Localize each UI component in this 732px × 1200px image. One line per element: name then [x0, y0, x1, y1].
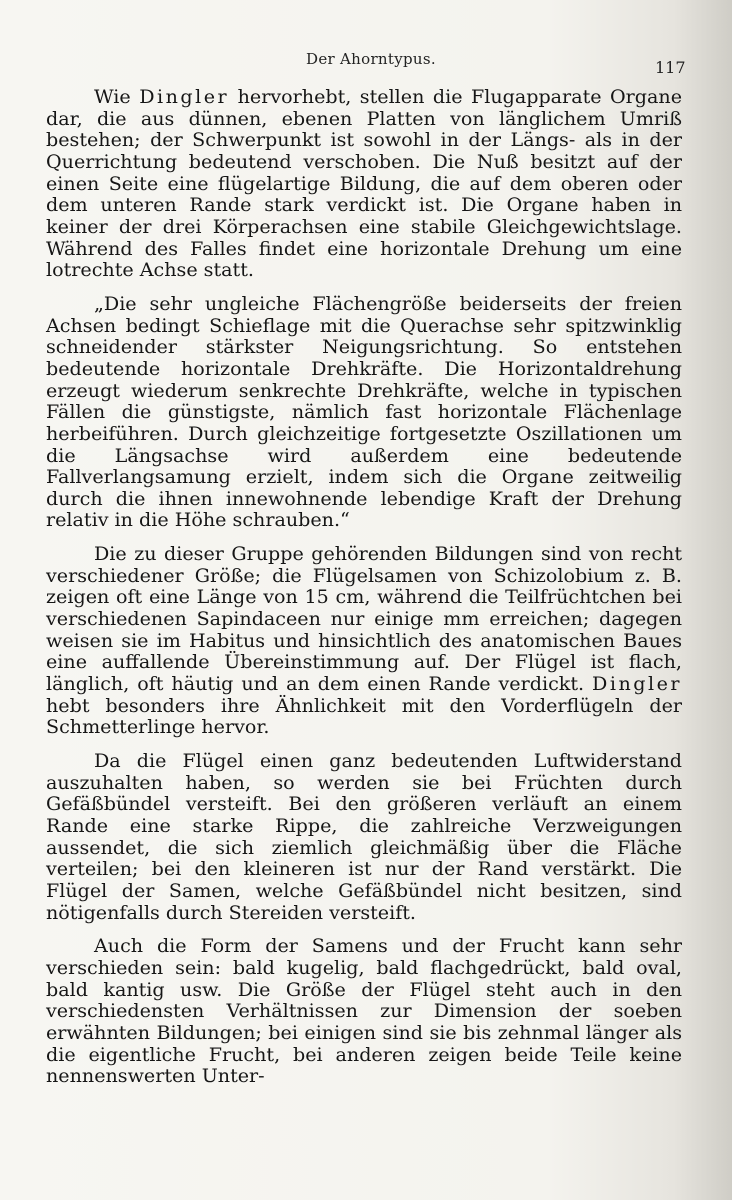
author-name-dingler: Dingler	[592, 672, 682, 696]
running-header-title: Der Ahorntypus.	[306, 50, 436, 68]
paragraph-2-quote: „Die sehr ungleiche Flächengröße beiderseits der freien Achsen bedingt Schieflage mit die Querachse sehr spitzwinklig schneidender stärkster Neigungsrichtung. So entstehen bedeutende horizontale Drehkräfte. Die Horizontaldrehung erzeugt wiederum senkrechte Drehkräfte, welche in typischen Fällen die günstigste, nämlich fast horizontale Flächenlage herbeiführen. Durch gleichzeitige fortgesetzte Oszillationen um die Längsachse wird außerdem eine bedeutende Fallverlangsamung erzielt, indem sich die Organe zeitweilig durch die ihnen innewohnende lebendige Kraft der Drehung relativ in die Höhe schrauben.“	[46, 291, 682, 532]
body-text	[46, 86, 682, 1099]
paragraph-5: Auch die Form der Samens und der Frucht kann sehr verschieden sein: bald kugelig, bald flachgedrückt, bald oval, bald kantig usw. Die Größe der Flügel steht auch in den verschiedensten Verhältnissen zur Dimension der soeben erwähnten Bildungen; bei einigen sind sie bis zehnmal länger als die eigentliche Frucht, bei anderen zeigen beide Teile keine nennenswerten Unter-	[46, 934, 682, 1088]
paragraph-3-lead: Die zu dieser Gruppe gehörenden Bildungen sind von recht verschiedener Größe; die Flügelsamen von Schizolobium z. B. zeigen oft eine Länge von 15 cm, während die Teilfrüchtchen bei verschiedenen Sapindaceen nur einige mm erreichen; dagegen weisen sie im Habitus und hinsichtlich des anatomischen Baues eine auffallende Übereinstimmung auf. Der Flügel ist flach, länglich, oft häutig und an dem einen Rande verdickt.	[46, 542, 682, 696]
paragraph-1-rest: hervorhebt, stellen die Flugapparate Organe dar, die aus dünnen, ebenen Platten von länglichem Umriß bestehen; der Schwerpunkt ist sowohl in der Längs- als in der Querrichtung bedeutend verschoben. Die Nuß besitzt auf der einen Seite eine flügelartige Bildung, die auf dem oberen oder dem unteren Rande stark verdickt ist. Die Organe haben in keiner der drei Körperachsen eine stabile Gleichgewichtslage. Während des Falles findet eine horizontale Drehung um eine lotrechte Achse statt.	[46, 85, 683, 282]
author-name-dingler: Dingler	[139, 85, 230, 108]
paragraph-1	[46, 86, 682, 281]
paragraph-1-lead: Wie	[94, 85, 140, 108]
paragraph-3	[46, 543, 682, 738]
paragraph-3-rest: hebt besonders ihre Ähnlichkeit mit den Vorderflügeln der Schmetterlinge hervor.	[46, 693, 682, 739]
paragraph-4: Da die Flügel einen ganz bedeutenden Luftwiderstand auszuhalten haben, so werden sie bei Früchten durch Gefäßbündel versteift. Bei den größeren verläuft an einem Rande eine starke Rippe, die zahlreiche Verzweigungen aussendet, die sich ziemlich gleichmäßig über die Fläche verteilen; bei den kleineren ist nur der Rand verstärkt. Die Flügel der Samen, welche Gefäßbündel nicht besitzen, sind nötigenfalls durch Stereiden versteift.	[46, 749, 682, 924]
page-number: 117	[655, 58, 686, 77]
